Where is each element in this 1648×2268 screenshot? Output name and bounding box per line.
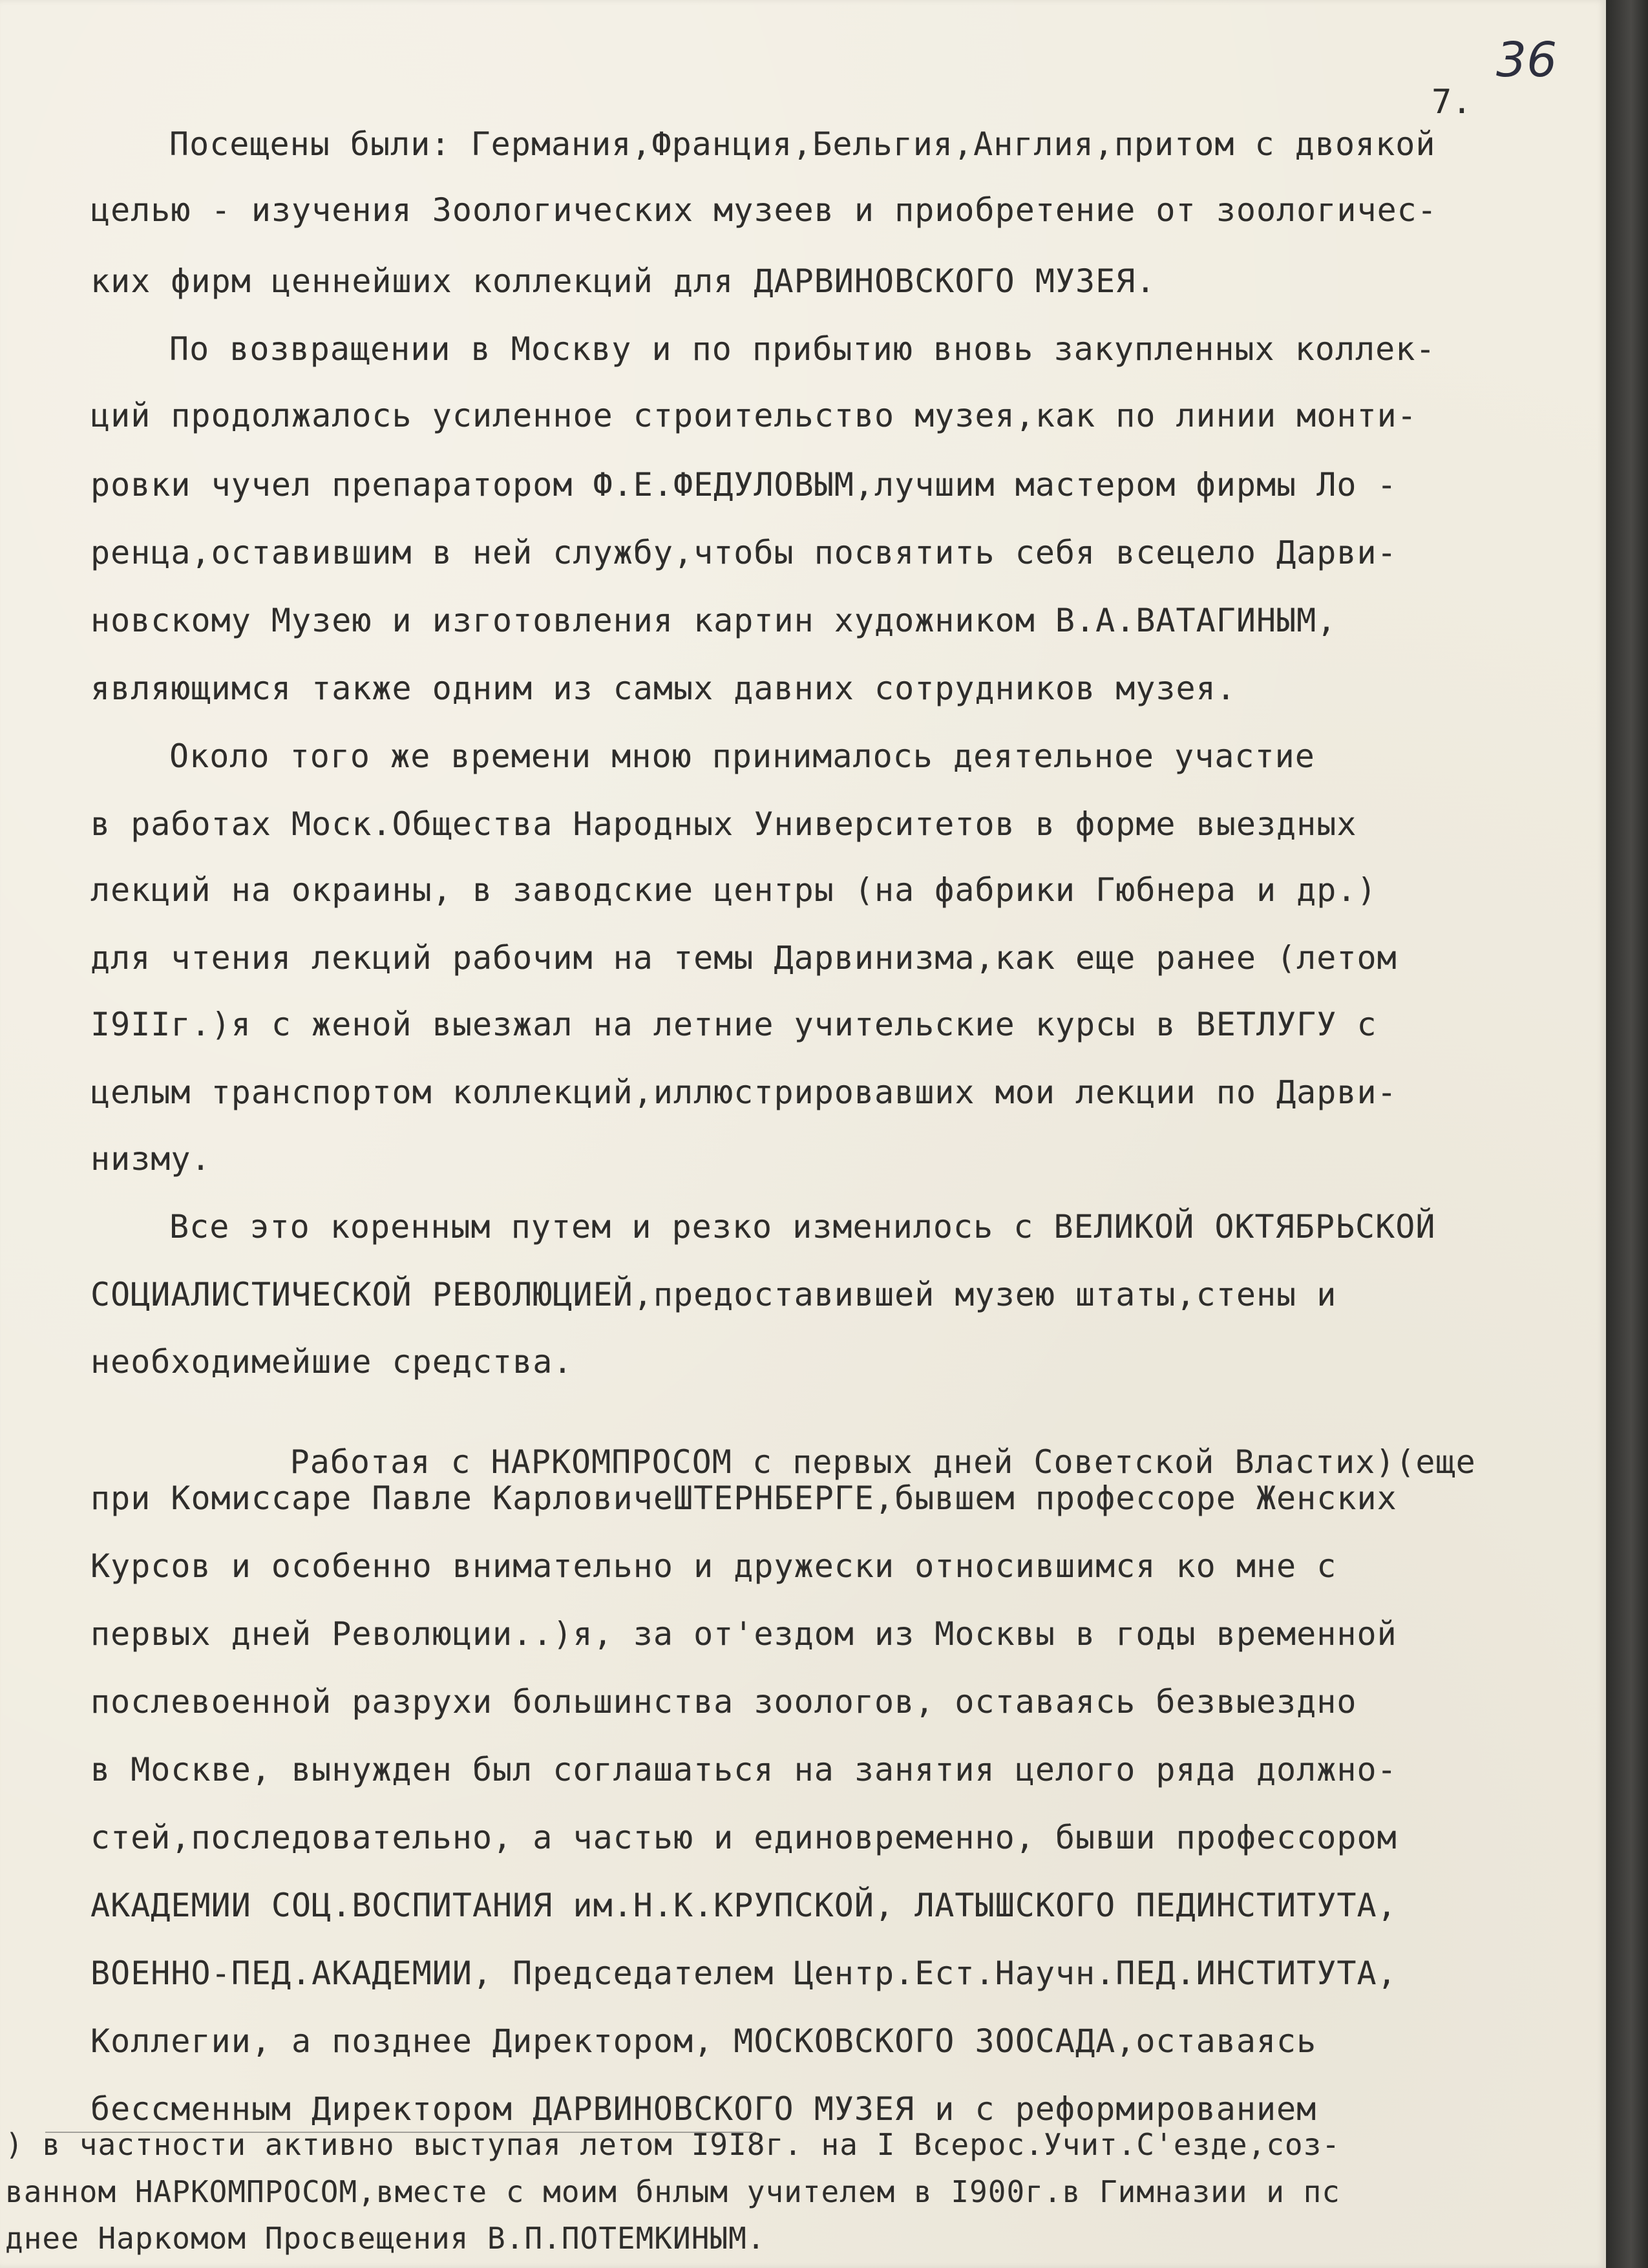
text-line: первых дней Революции..)я, за от'ездом из Москвы в годы временной xyxy=(90,1615,1397,1653)
text-line: низму. xyxy=(90,1140,211,1178)
text-line: АКАДЕМИИ СОЦ.ВОСПИТАНИЯ им.Н.К.КРУПСКОЙ, ЛАТЫШСКОГО ПЕДИНСТИТУТА, xyxy=(90,1887,1397,1924)
text-line: новскому Музею и изготовления картин художником В.А.ВАТАГИНЫМ, xyxy=(90,602,1337,639)
text-line: лекций на окраины, в заводские центры (на фабрики Гюбнера и др.) xyxy=(90,871,1377,909)
page-number: 7. xyxy=(1431,83,1472,122)
scan-background-edge xyxy=(1606,0,1648,2268)
text-line: ренца,оставившим в ней службу,чтобы посвятить себя всецело Дарви- xyxy=(90,534,1397,571)
text-line: Коллегии, а позднее Директором, МОСКОВСКОГО ЗООСАДА,оставаясь xyxy=(90,2022,1317,2060)
archive-page-number: 36 xyxy=(1496,32,1558,88)
text-line: в Москве, вынужден был соглашаться на занятия целого ряда должно- xyxy=(90,1751,1397,1788)
text-line: ВОЕННО-ПЕД.АКАДЕМИИ, Председателем Центр.Ест.Научн.ПЕД.ИНСТИТУТА, xyxy=(90,1955,1397,1992)
footnote-line: днее Наркомом Просвещения В.П.ПОТЕМКИНЫМ. xyxy=(5,2221,766,2256)
text-segment: Работая с НАРКОМПРОСОМ с первых дней Советской Власти xyxy=(290,1443,1356,1481)
text-line: Все это коренным путем и резко изменилось с ВЕЛИКОЙ ОКТЯБРЬСКОЙ xyxy=(169,1208,1436,1245)
text-line: ций продолжалось усиленное строительство музея,как по линии монти- xyxy=(90,397,1417,434)
text-line: ких фирм ценнейших коллекций для ДАРВИНОВСКОГО МУЗЕЯ. xyxy=(90,262,1156,300)
footnote-marker: х)(еще xyxy=(1355,1443,1476,1481)
text-line: целью - изучения Зоологических музеев и приобретение от зоологичес- xyxy=(90,191,1437,229)
text-line: ровки чучел препаратором Ф.Е.ФЕДУЛОВЫМ,лучшим мастером фирмы Ло - xyxy=(90,466,1397,503)
text-line: I9IIг.)я с женой выезжал на летние учительские курсы в ВЕТЛУГУ с xyxy=(90,1006,1377,1043)
footnote-line: ванном НАРКОМПРОСОМ,вместе с моим бнлым учителем в I900г.в Гимназии и пс xyxy=(5,2174,1340,2209)
text-line: необходимейшие средства. xyxy=(90,1343,573,1381)
text-line: По возвращении в Москву и по прибытию вновь закупленных коллек- xyxy=(169,330,1436,368)
text-line: Около того же времени мною принималось деятельное участие xyxy=(169,737,1315,775)
text-line: являющимся также одним из самых давних сотрудников музея. xyxy=(90,670,1236,707)
text-line: послевоенной разрухи большинства зоологов, оставаясь безвыездно xyxy=(90,1683,1357,1721)
text-line: бессменным Директором ДАРВИНОВСКОГО МУЗЕЯ и с реформированием xyxy=(90,2090,1317,2128)
footnote-line: ) в частности активно выступая летом I9I8г. на I Всерос.Учит.С'езде,соз- xyxy=(5,2127,1340,2162)
text-line: стей,последовательно, а частью и единовременно, бывши профессором xyxy=(90,1819,1397,1856)
text-line: СОЦИАЛИСТИЧЕСКОЙ РЕВОЛЮЦИЕЙ,предоставившей музею штаты,стены и xyxy=(90,1276,1337,1313)
text-line: Посещены были: Германия,Франция,Бельгия,Англия,притом с двоякой xyxy=(169,125,1436,163)
text-line: при Комиссаре Павле КарловичеШТЕРНБЕРГЕ,бывшем профессоре Женских xyxy=(90,1479,1397,1517)
text-line: для чтения лекций рабочим на темы Дарвинизма,как еще ранее (летом xyxy=(90,939,1397,977)
text-line: Курсов и особенно внимательно и дружески относившимся ко мне с xyxy=(90,1547,1337,1585)
text-line: целым транспортом коллекций,иллюстрировавших мои лекции по Дарви- xyxy=(90,1074,1397,1111)
text-line: в работах Моск.Общества Народных Университетов в форме выездных xyxy=(90,805,1357,843)
